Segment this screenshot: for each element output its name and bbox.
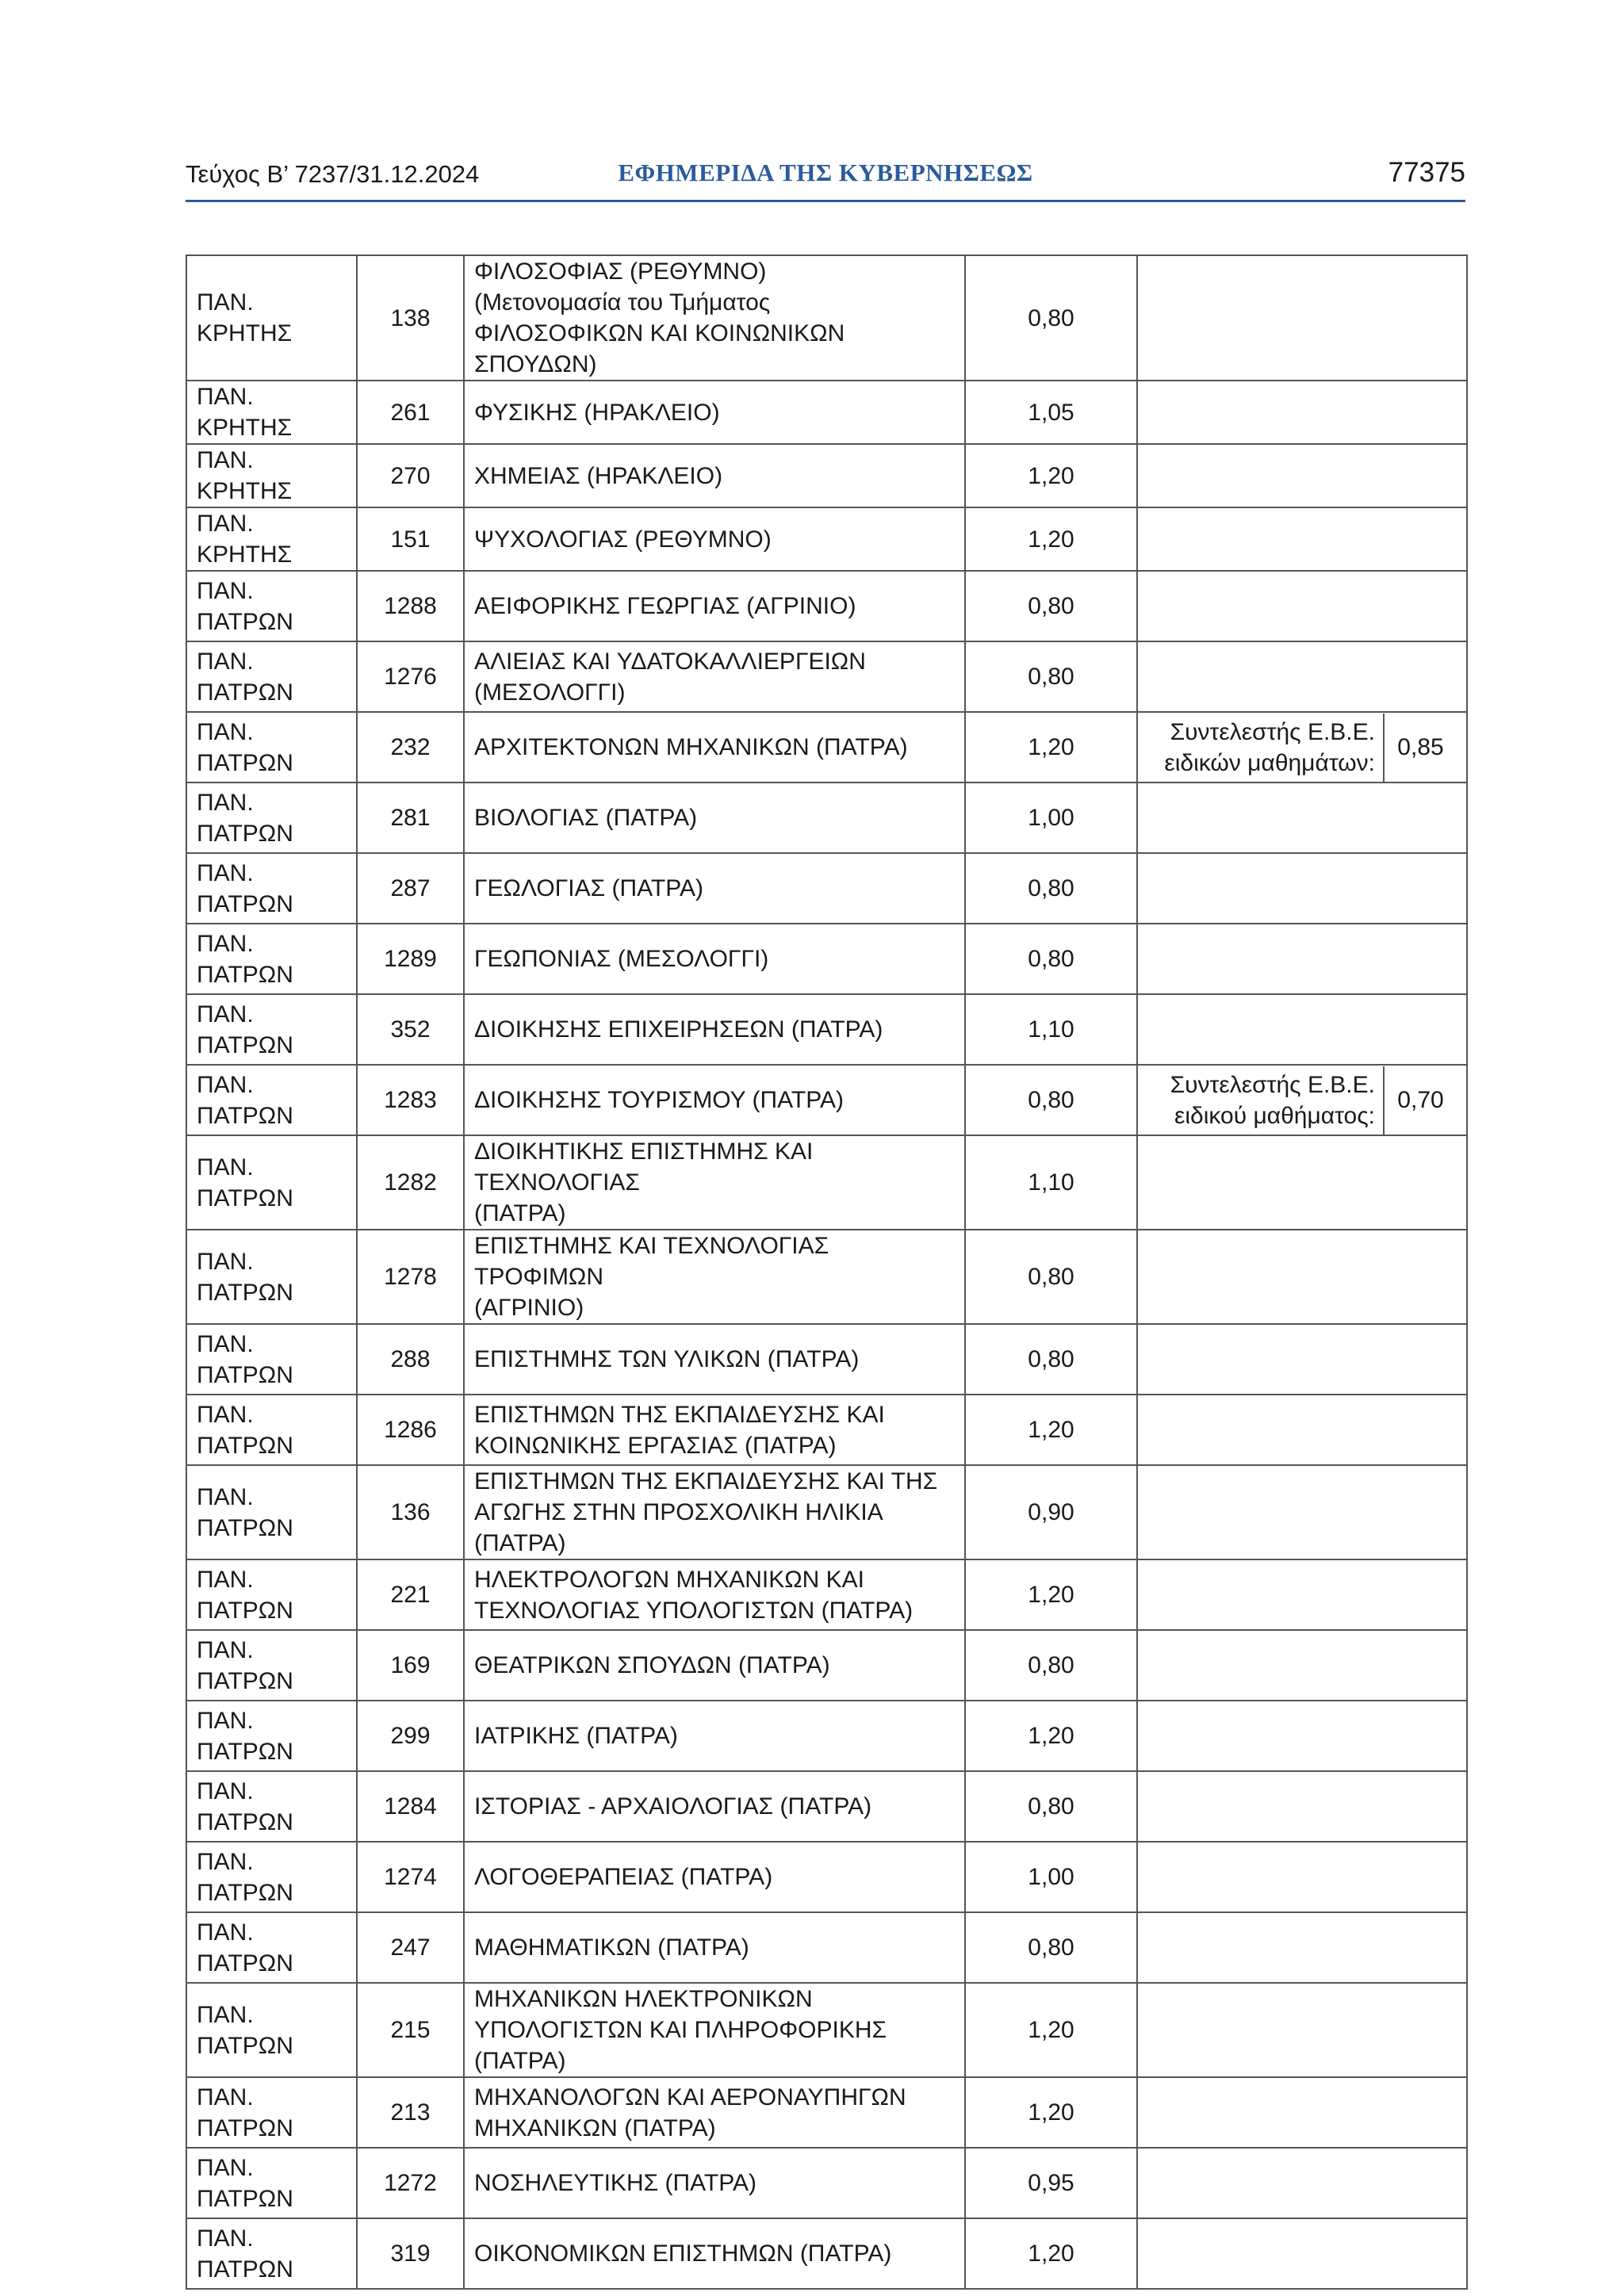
university-cell-line: ΠΑΝ. xyxy=(197,1483,254,1510)
weighting-coefficient-cell: 0,80 xyxy=(965,924,1137,994)
special-coefficient-cell xyxy=(1137,1324,1467,1395)
university-cell-line: ΠΑΤΡΩΝ xyxy=(197,961,293,988)
table-row xyxy=(186,712,1467,783)
university-cell-line: ΠΑΤΡΩΝ xyxy=(197,1432,293,1459)
special-coefficient-cell xyxy=(1137,1630,1467,1701)
department-name-cell xyxy=(464,1912,965,1983)
department-name-cell xyxy=(464,924,965,994)
university-cell-line: ΠΑΤΡΩΝ xyxy=(197,890,293,917)
department-name-cell xyxy=(464,2218,965,2289)
university-cell xyxy=(186,444,357,507)
department-code-cell: 1274 xyxy=(357,1842,464,1912)
department-code-cell: 169 xyxy=(357,1630,464,1701)
special-coefficient-cell xyxy=(1137,381,1467,444)
weighting-coefficient-cell: 0,80 xyxy=(965,1324,1137,1395)
page-number: 77375 xyxy=(1388,157,1465,188)
department-name-cell xyxy=(464,712,965,783)
table-row xyxy=(186,783,1467,853)
university-cell-line: ΠΑΤΡΩΝ xyxy=(197,1279,293,1306)
department-name-cell-line: ΜΗΧΑΝΙΚΩΝ (ΠΑΤΡΑ) xyxy=(474,2114,716,2141)
special-coefficient-label-line: Συντελεστής Ε.Β.Ε. xyxy=(1170,1071,1375,1098)
gazette-title: ΕΦΗΜΕΡΙΔΑ ΤΗΣ ΚΥΒΕΡΝΗΣΕΩΣ xyxy=(618,159,1033,186)
department-code-cell: 299 xyxy=(357,1701,464,1771)
department-code-cell: 151 xyxy=(357,507,464,571)
special-coefficient-label-line: ειδικού μαθήματος: xyxy=(1174,1102,1375,1129)
special-coefficient-label xyxy=(1147,1066,1385,1135)
department-name-cell xyxy=(464,1230,965,1324)
department-code-cell: 1286 xyxy=(357,1395,464,1465)
university-cell-line: ΠΑΝ. xyxy=(197,1636,254,1663)
weighting-coefficient-cell: 0,90 xyxy=(965,1465,1137,1559)
university-cell-line: ΠΑΝ. xyxy=(197,2154,254,2181)
table-row xyxy=(186,2077,1467,2148)
department-name-cell-line: ΕΠΙΣΤΗΜΗΣ ΤΩΝ ΥΛΙΚΩΝ (ΠΑΤΡΑ) xyxy=(474,1346,860,1372)
special-coefficient-label-text xyxy=(1164,717,1375,779)
university-cell xyxy=(186,994,357,1065)
university-cell-line: ΠΑΤΡΩΝ xyxy=(197,1667,293,1694)
department-name-cell-line: ΕΠΙΣΤΗΜΗΣ ΚΑΙ ΤΕΧΝΟΛΟΓΙΑΣ ΤΡΟΦΙΜΩΝ xyxy=(474,1233,829,1290)
university-cell xyxy=(186,2148,357,2218)
weighting-coefficient-cell: 1,20 xyxy=(965,1701,1137,1771)
table-row xyxy=(186,444,1467,507)
university-cell xyxy=(186,1395,357,1465)
department-name-cell xyxy=(464,1701,965,1771)
department-code-cell: 1284 xyxy=(357,1771,464,1842)
department-name-cell-line: ΗΛΕΚΤΡΟΛΟΓΩΝ ΜΗΧΑΝΙΚΩΝ ΚΑΙ xyxy=(474,1566,865,1593)
department-name-cell xyxy=(464,1630,965,1701)
weighting-coefficient-cell: 0,95 xyxy=(965,2148,1137,2218)
department-code-cell: 221 xyxy=(357,1559,464,1630)
special-coefficient-cell xyxy=(1137,712,1467,783)
department-name-cell-line: (ΠΑΤΡΑ) xyxy=(474,1200,566,1226)
department-code-cell: 232 xyxy=(357,712,464,783)
university-cell xyxy=(186,2077,357,2148)
weighting-coefficient-cell: 0,80 xyxy=(965,641,1137,712)
department-name-cell xyxy=(464,2077,965,2148)
university-cell-line: ΠΑΝ. xyxy=(197,1777,254,1804)
university-cell-line: ΠΑΝ. xyxy=(197,2001,254,2028)
department-name-cell-line: ΜΗΧΑΝΟΛΟΓΩΝ ΚΑΙ ΑΕΡΟΝΑΥΠΗΓΩΝ xyxy=(474,2084,906,2110)
special-coefficient-cell xyxy=(1137,444,1467,507)
department-name-cell-line: ΔΙΟΙΚΗΣΗΣ ΕΠΙΧΕΙΡΗΣΕΩΝ (ΠΑΤΡΑ) xyxy=(474,1016,883,1043)
issue-info: Τεύχος Β’ 7237/31.12.2024 xyxy=(186,160,480,188)
university-cell xyxy=(186,1771,357,1842)
university-cell-line: ΠΑΤΡΩΝ xyxy=(197,1738,293,1765)
university-cell-line: ΠΑΝ. xyxy=(197,1154,254,1181)
university-cell-line: ΠΑΤΡΩΝ xyxy=(197,749,293,776)
department-name-cell-line: ΓΕΩΛΟΓΙΑΣ (ΠΑΤΡΑ) xyxy=(474,875,703,901)
department-name-cell-line: ΦΥΣΙΚΗΣ (ΗΡΑΚΛΕΙΟ) xyxy=(474,399,720,426)
department-code-cell: 1276 xyxy=(357,641,464,712)
special-coefficient-label-line: Συντελεστής Ε.Β.Ε. xyxy=(1170,718,1375,745)
department-code-cell: 1278 xyxy=(357,1230,464,1324)
department-name-cell-line: ΜΑΘΗΜΑΤΙΚΩΝ (ΠΑΤΡΑ) xyxy=(474,1934,749,1961)
university-cell-line: ΠΑΝ. ΚΡΗΤΗΣ xyxy=(197,289,293,346)
university-cell xyxy=(186,641,357,712)
table-row xyxy=(186,1983,1467,2077)
special-coefficient-cell xyxy=(1137,571,1467,641)
department-code-cell: 288 xyxy=(357,1324,464,1395)
university-cell-line: ΠΑΝ. xyxy=(197,1401,254,1428)
page-header xyxy=(186,155,1465,202)
weighting-coefficient-cell: 1,20 xyxy=(965,444,1137,507)
special-coefficient-wrap xyxy=(1147,1066,1457,1135)
university-cell-line: ΠΑΝ. ΚΡΗΤΗΣ xyxy=(197,511,293,568)
special-coefficient-cell xyxy=(1137,507,1467,571)
university-cell-line: ΠΑΝ. xyxy=(197,2084,254,2110)
department-name-cell-line: ΙΣΤΟΡΙΑΣ - ΑΡΧΑΙΟΛΟΓΙΑΣ (ΠΑΤΡΑ) xyxy=(474,1793,872,1820)
department-code-cell: 352 xyxy=(357,994,464,1065)
department-name-cell xyxy=(464,2148,965,2218)
university-cell-line: ΠΑΝ. xyxy=(197,1566,254,1593)
department-name-cell-line: ΑΡΧΙΤΕΚΤΟΝΩΝ ΜΗΧΑΝΙΚΩΝ (ΠΑΤΡΑ) xyxy=(474,734,908,760)
university-cell-line: ΠΑΤΡΩΝ xyxy=(197,2256,293,2283)
special-coefficient-cell xyxy=(1137,1842,1467,1912)
table-row xyxy=(186,1771,1467,1842)
university-cell-line: ΠΑΤΡΩΝ xyxy=(197,2114,293,2141)
table-row xyxy=(186,924,1467,994)
university-cell-line: ΠΑΤΡΩΝ xyxy=(197,1184,293,1211)
table-row xyxy=(186,1842,1467,1912)
special-coefficient-wrap xyxy=(1147,714,1457,782)
special-coefficient-label-text xyxy=(1170,1070,1375,1131)
special-coefficient-cell xyxy=(1137,1771,1467,1842)
department-name-cell-line: ΔΙΟΙΚΗΤΙΚΗΣ ΕΠΙΣΤΗΜΗΣ ΚΑΙ ΤΕΧΝΟΛΟΓΙΑΣ xyxy=(474,1138,814,1196)
weighting-coefficient-cell: 0,80 xyxy=(965,1912,1137,1983)
weighting-coefficient-cell: 1,20 xyxy=(965,2218,1137,2289)
department-name-cell-line: ΦΙΛΟΣΟΦΙΚΩΝ ΚΑΙ ΚΟΙΝΩΝΙΚΩΝ ΣΠΟΥΔΩΝ) xyxy=(474,320,845,377)
university-cell xyxy=(186,1465,357,1559)
department-name-cell-line: ΜΗΧΑΝΙΚΩΝ ΗΛΕΚΤΡΟΝΙΚΩΝ xyxy=(474,1986,813,2012)
department-name-cell-line: ΕΠΙΣΤΗΜΩΝ ΤΗΣ ΕΚΠΑΙΔΕΥΣΗΣ ΚΑΙ xyxy=(474,1401,885,1428)
department-name-cell-line: ΕΠΙΣΤΗΜΩΝ ΤΗΣ ΕΚΠΑΙΔΕΥΣΗΣ ΚΑΙ ΤΗΣ xyxy=(474,1468,938,1494)
department-name-cell xyxy=(464,1983,965,2077)
university-cell xyxy=(186,783,357,853)
department-name-cell xyxy=(464,1395,965,1465)
weighting-coefficient-cell: 0,80 xyxy=(965,571,1137,641)
department-name-cell xyxy=(464,1135,965,1230)
department-name-cell-line: (ΜΕΣΟΛΟΓΓΙ) xyxy=(474,679,626,706)
university-cell xyxy=(186,1630,357,1701)
department-name-cell xyxy=(464,444,965,507)
department-name-cell-line: ΟΙΚΟΝΟΜΙΚΩΝ ΕΠΙΣΤΗΜΩΝ (ΠΑΤΡΑ) xyxy=(474,2241,892,2267)
weighting-coefficient-cell: 1,10 xyxy=(965,994,1137,1065)
special-coefficient-cell xyxy=(1137,1983,1467,2077)
table-row xyxy=(186,2218,1467,2289)
special-coefficient-label-line: ειδικών μαθημάτων: xyxy=(1164,749,1375,776)
special-coefficient-cell xyxy=(1137,1912,1467,1983)
university-cell xyxy=(186,1983,357,2077)
department-code-cell: 1289 xyxy=(357,924,464,994)
table-row xyxy=(186,1630,1467,1701)
department-name-cell-line: ΥΠΟΛΟΓΙΣΤΩΝ ΚΑΙ ΠΛΗΡΟΦΟΡΙΚΗΣ (ΠΑΤΡΑ) xyxy=(474,2017,887,2074)
department-name-cell xyxy=(464,1771,965,1842)
university-cell-line: ΠΑΝ. xyxy=(197,789,254,816)
university-cell-line: ΠΑΝ. xyxy=(197,648,254,675)
special-coefficient-value: 0,85 xyxy=(1397,734,1444,760)
special-coefficient-cell xyxy=(1137,2077,1467,2148)
university-cell-line: ΠΑΝ. xyxy=(197,1248,254,1275)
department-code-cell: 138 xyxy=(357,255,464,381)
department-name-cell-line: ΤΕΧΝΟΛΟΓΙΑΣ ΥΠΟΛΟΓΙΣΤΩΝ (ΠΑΤΡΑ) xyxy=(474,1597,914,1624)
special-coefficient-value: 0,70 xyxy=(1397,1087,1444,1113)
department-name-cell xyxy=(464,1465,965,1559)
special-coefficient-cell xyxy=(1137,1465,1467,1559)
table-body xyxy=(186,255,1467,2289)
university-cell xyxy=(186,712,357,783)
department-name-cell-line: ΑΕΙΦΟΡΙΚΗΣ ΓΕΩΡΓΙΑΣ (ΑΓΡΙΝΙΟ) xyxy=(474,593,856,619)
table-row xyxy=(186,571,1467,641)
department-name-cell-line: ΑΛΙΕΙΑΣ ΚΑΙ ΥΔΑΤΟΚΑΛΛΙΕΡΓΕΙΩΝ xyxy=(474,648,866,675)
special-coefficient-cell xyxy=(1137,2148,1467,2218)
special-coefficient-cell xyxy=(1137,924,1467,994)
coefficients-table xyxy=(186,254,1468,2290)
department-name-cell xyxy=(464,1324,965,1395)
department-code-cell: 215 xyxy=(357,1983,464,2077)
department-name-cell-line: ΚΟΙΝΩΝΙΚΗΣ ΕΡΓΑΣΙΑΣ (ΠΑΤΡΑ) xyxy=(474,1432,837,1459)
university-cell-line: ΠΑΝ. xyxy=(197,1001,254,1027)
university-cell xyxy=(186,1065,357,1135)
weighting-coefficient-cell: 1,05 xyxy=(965,381,1137,444)
department-code-cell: 281 xyxy=(357,783,464,853)
department-name-cell-line: ΘΕΑΤΡΙΚΩΝ ΣΠΟΥΔΩΝ (ΠΑΤΡΑ) xyxy=(474,1652,830,1678)
table-row xyxy=(186,1395,1467,1465)
table-row xyxy=(186,853,1467,924)
university-cell-line: ΠΑΤΡΩΝ xyxy=(197,1102,293,1129)
department-name-cell xyxy=(464,1559,965,1630)
weighting-coefficient-cell: 0,80 xyxy=(965,1065,1137,1135)
department-code-cell: 1282 xyxy=(357,1135,464,1230)
department-name-cell-line: ΒΙΟΛΟΓΙΑΣ (ΠΑΤΡΑ) xyxy=(474,805,698,831)
weighting-coefficient-cell: 1,20 xyxy=(965,1395,1137,1465)
department-name-cell-line: ΧΗΜΕΙΑΣ (ΗΡΑΚΛΕΙΟ) xyxy=(474,462,723,489)
special-coefficient-cell xyxy=(1137,1065,1467,1135)
university-cell-line: ΠΑΤΡΩΝ xyxy=(197,1361,293,1388)
department-name-cell xyxy=(464,507,965,571)
university-cell xyxy=(186,255,357,381)
university-cell xyxy=(186,1135,357,1230)
university-cell xyxy=(186,381,357,444)
university-cell-line: ΠΑΤΡΩΝ xyxy=(197,1031,293,1058)
table-row xyxy=(186,1065,1467,1135)
weighting-coefficient-cell: 1,20 xyxy=(965,712,1137,783)
weighting-coefficient-cell: 0,80 xyxy=(965,1630,1137,1701)
special-coefficient-cell xyxy=(1137,1701,1467,1771)
special-coefficient-cell xyxy=(1137,853,1467,924)
department-code-cell: 136 xyxy=(357,1465,464,1559)
department-name-cell xyxy=(464,1065,965,1135)
table-row xyxy=(186,255,1467,381)
special-coefficient-label xyxy=(1147,714,1385,782)
university-cell xyxy=(186,853,357,924)
department-name-cell-line: (Μετονομασία του Τμήματος xyxy=(474,289,771,316)
department-name-cell xyxy=(464,381,965,444)
special-coefficient-cell xyxy=(1137,1135,1467,1230)
special-coefficient-cell xyxy=(1137,255,1467,381)
table-row xyxy=(186,1324,1467,1395)
department-code-cell: 1283 xyxy=(357,1065,464,1135)
department-code-cell: 247 xyxy=(357,1912,464,1983)
university-cell-line: ΠΑΝ. xyxy=(197,1848,254,1875)
department-code-cell: 213 xyxy=(357,2077,464,2148)
department-code-cell: 270 xyxy=(357,444,464,507)
weighting-coefficient-cell: 1,20 xyxy=(965,1559,1137,1630)
university-cell-line: ΠΑΝ. xyxy=(197,1707,254,1734)
university-cell-line: ΠΑΝ. xyxy=(197,859,254,886)
department-name-cell-line: ΓΕΩΠΟΝΙΑΣ (ΜΕΣΟΛΟΓΓΙ) xyxy=(474,946,769,972)
weighting-coefficient-cell: 1,10 xyxy=(965,1135,1137,1230)
university-cell-line: ΠΑΝ. ΚΡΗΤΗΣ xyxy=(197,447,293,504)
weighting-coefficient-cell: 0,80 xyxy=(965,853,1137,924)
department-name-cell-line: ΑΓΩΓΗΣ ΣΤΗΝ ΠΡΟΣΧΟΛΙΚΗ ΗΛΙΚΙΑ (ΠΑΤΡΑ) xyxy=(474,1499,883,1556)
university-cell-line: ΠΑΝ. xyxy=(197,577,254,604)
table-row xyxy=(186,381,1467,444)
university-cell-line: ΠΑΤΡΩΝ xyxy=(197,1879,293,1906)
university-cell-line: ΠΑΝ. xyxy=(197,930,254,957)
weighting-coefficient-cell: 1,20 xyxy=(965,1983,1137,2077)
university-cell-line: ΠΑΝ. xyxy=(197,2225,254,2252)
table-row xyxy=(186,1230,1467,1324)
university-cell-line: ΠΑΝ. xyxy=(197,718,254,745)
department-name-cell-line: ΔΙΟΙΚΗΣΗΣ ΤΟΥΡΙΣΜΟΥ (ΠΑΤΡΑ) xyxy=(474,1087,845,1113)
department-name-cell xyxy=(464,571,965,641)
table-row xyxy=(186,1465,1467,1559)
table-row xyxy=(186,1701,1467,1771)
university-cell-line: ΠΑΤΡΩΝ xyxy=(197,1950,293,1976)
department-name-cell xyxy=(464,853,965,924)
university-cell xyxy=(186,1842,357,1912)
university-cell-line: ΠΑΤΡΩΝ xyxy=(197,2185,293,2212)
university-cell-line: ΠΑΝ. xyxy=(197,1330,254,1357)
university-cell-line: ΠΑΤΡΩΝ xyxy=(197,1597,293,1624)
department-code-cell: 1288 xyxy=(357,571,464,641)
table-row xyxy=(186,641,1467,712)
department-name-cell xyxy=(464,1842,965,1912)
university-cell-line: ΠΑΤΡΩΝ xyxy=(197,1514,293,1541)
weighting-coefficient-cell: 0,80 xyxy=(965,1230,1137,1324)
special-coefficient-cell xyxy=(1137,1230,1467,1324)
special-coefficient-cell xyxy=(1137,783,1467,853)
university-cell xyxy=(186,571,357,641)
department-code-cell: 1272 xyxy=(357,2148,464,2218)
department-name-cell-line: (ΑΓΡΙΝΙΟ) xyxy=(474,1295,584,1321)
special-coefficient-cell xyxy=(1137,994,1467,1065)
university-cell xyxy=(186,1912,357,1983)
department-name-cell xyxy=(464,783,965,853)
university-cell xyxy=(186,1559,357,1630)
department-name-cell xyxy=(464,255,965,381)
table-row xyxy=(186,1559,1467,1630)
table-row xyxy=(186,994,1467,1065)
university-cell-line: ΠΑΝ. xyxy=(197,1071,254,1098)
table-row xyxy=(186,507,1467,571)
weighting-coefficient-cell: 1,00 xyxy=(965,783,1137,853)
special-coefficient-cell xyxy=(1137,1559,1467,1630)
department-code-cell: 319 xyxy=(357,2218,464,2289)
special-coefficient-cell xyxy=(1137,1395,1467,1465)
weighting-coefficient-cell: 0,80 xyxy=(965,255,1137,381)
special-coefficient-cell xyxy=(1137,2218,1467,2289)
university-cell xyxy=(186,2218,357,2289)
department-name-cell-line: ΙΑΤΡΙΚΗΣ (ΠΑΤΡΑ) xyxy=(474,1723,678,1749)
department-name-cell-line: ΦΙΛΟΣΟΦΙΑΣ (ΡΕΘΥΜΝΟ) xyxy=(474,258,767,285)
table-row xyxy=(186,2148,1467,2218)
university-cell-line: ΠΑΤΡΩΝ xyxy=(197,608,293,635)
weighting-coefficient-cell: 0,80 xyxy=(965,1771,1137,1842)
university-cell-line: ΠΑΝ. ΚΡΗΤΗΣ xyxy=(197,384,293,441)
university-cell xyxy=(186,1701,357,1771)
university-cell-line: ΠΑΤΡΩΝ xyxy=(197,679,293,706)
university-cell xyxy=(186,1230,357,1324)
university-cell xyxy=(186,1324,357,1395)
table-row xyxy=(186,1912,1467,1983)
university-cell xyxy=(186,507,357,571)
department-name-cell-line: ΨΥΧΟΛΟΓΙΑΣ (ΡΕΘΥΜΝΟ) xyxy=(474,526,772,553)
department-name-cell-line: ΛΟΓΟΘΕΡΑΠΕΙΑΣ (ΠΑΤΡΑ) xyxy=(474,1864,773,1890)
department-code-cell: 287 xyxy=(357,853,464,924)
weighting-coefficient-cell: 1,20 xyxy=(965,507,1137,571)
university-cell-line: ΠΑΤΡΩΝ xyxy=(197,1808,293,1835)
university-cell-line: ΠΑΝ. xyxy=(197,1919,254,1946)
university-cell-line: ΠΑΤΡΩΝ xyxy=(197,2032,293,2059)
weighting-coefficient-cell: 1,20 xyxy=(965,2077,1137,2148)
department-code-cell: 261 xyxy=(357,381,464,444)
university-cell-line: ΠΑΤΡΩΝ xyxy=(197,820,293,847)
department-name-cell xyxy=(464,641,965,712)
department-name-cell-line: ΝΟΣΗΛΕΥΤΙΚΗΣ (ΠΑΤΡΑ) xyxy=(474,2170,757,2196)
special-coefficient-cell xyxy=(1137,641,1467,712)
university-cell xyxy=(186,924,357,994)
table-row xyxy=(186,1135,1467,1230)
department-name-cell xyxy=(464,994,965,1065)
weighting-coefficient-cell: 1,00 xyxy=(965,1842,1137,1912)
